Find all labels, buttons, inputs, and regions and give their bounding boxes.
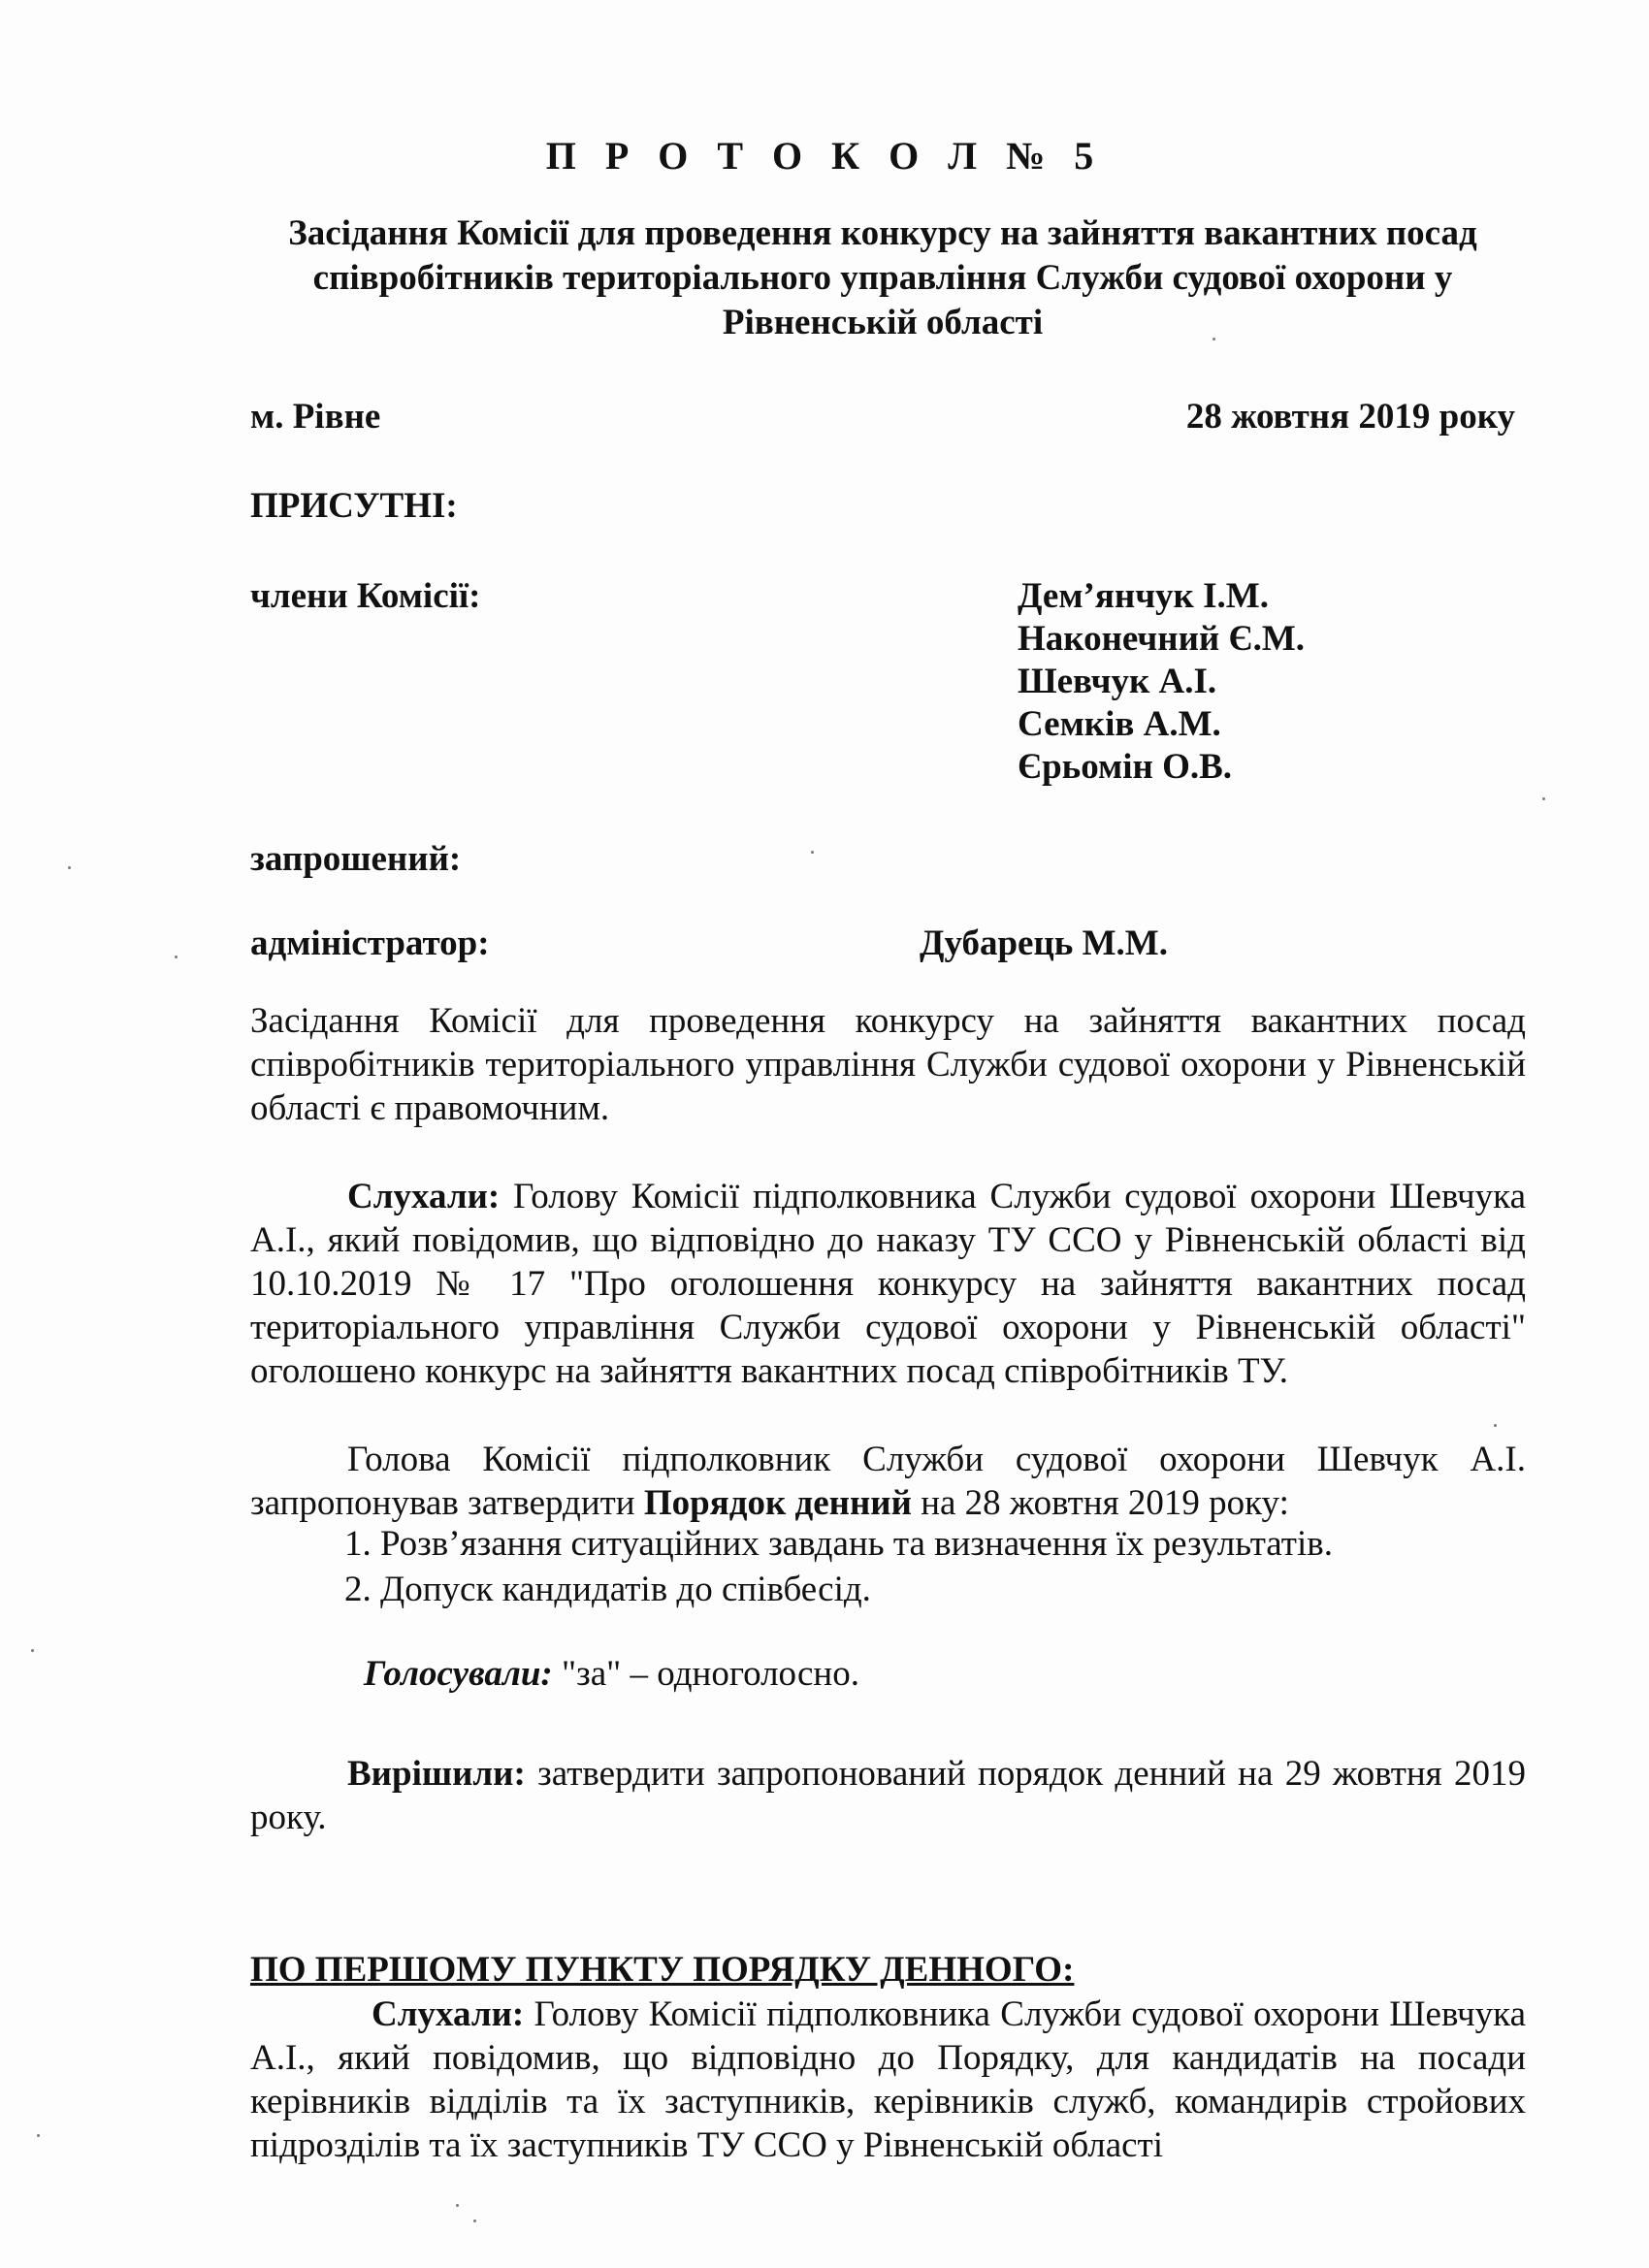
- scan-speck: [456, 2204, 459, 2207]
- heard-paragraph-1: [250, 1175, 1526, 1393]
- document-title: П Р О Т О К О Л № 5: [545, 134, 1104, 178]
- member-name: Єрьомін О.В.: [1018, 747, 1233, 787]
- member-name: Шевчук А.І.: [1018, 662, 1217, 701]
- members-label: члени Комісії:: [250, 576, 481, 616]
- member-name: Наконечний Є.М.: [1018, 619, 1306, 659]
- agenda-item: 1. Розв’язання ситуаційних завдань та визначення їх результатів.: [344, 1524, 1333, 1564]
- member-name: Семків А.М.: [1018, 704, 1221, 744]
- subtitle-line: співробітників територіального управління Служби судової охорони у: [312, 258, 1453, 298]
- agenda-list: [344, 1521, 1528, 1612]
- subtitle-line: Рівненській області: [722, 303, 1044, 342]
- heard-text: Голову Комісії підполковника Служби судової охорони Шевчука А.І., який повідомив, що відповідно до Порядку, для кандидатів на посади керівників відділів та їх заступників, керівників служб, командирів стройових підрозділів та їх заступників ТУ ССО у Рівненській області: [250, 1994, 1526, 2165]
- agenda-term: Порядок денний: [643, 1483, 912, 1523]
- scan-speck: [473, 2219, 476, 2222]
- subtitle-line: Засідання Комісії для проведення конкурсу на зайняття вакантних посад: [288, 213, 1477, 253]
- decided-text: затвердити запропонований порядок денний на 29 жовтня 2019 року.: [250, 1754, 1526, 1837]
- document-date: 28 жовтня 2019 року: [1185, 397, 1515, 437]
- agenda-item: 2. Допуск кандидатів до співбесід.: [344, 1570, 871, 1609]
- scan-speck: [1212, 338, 1215, 340]
- present-heading: ПРИСУТНІ:: [250, 486, 458, 526]
- member-name: Дем’янчук І.М.: [1018, 576, 1269, 616]
- scan-speck: [1494, 1424, 1497, 1427]
- scan-speck: [811, 851, 814, 854]
- quorum-paragraph: Засідання Комісії для проведення конкурсу на зайняття вакантних посад співробітників територіального управління Служби судової охорони у Рівненській області є правомочним.: [250, 1001, 1526, 1128]
- scan-speck: [37, 2134, 40, 2137]
- proposal-paragraph: [250, 1438, 1526, 1525]
- section-heading: ПО ПЕРШОМУ ПУНКТУ ПОРЯДКУ ДЕННОГО:: [250, 1950, 1075, 1990]
- city: м. Рівне: [250, 397, 381, 437]
- voted-text: "за" – одноголосно.: [552, 1654, 859, 1694]
- scan-speck: [68, 866, 71, 869]
- scan-speck: [1542, 797, 1545, 800]
- decision-paragraph: [250, 1752, 1526, 1839]
- voted-label: Голосували:: [364, 1654, 553, 1694]
- heard-label: Слухали:: [347, 1177, 501, 1216]
- scan-speck: [175, 956, 178, 958]
- vote-line: [364, 1653, 859, 1696]
- proposal-text: Голова Комісії підполковник Служби судової охорони Шевчук А.І. запропонував затвердити: [250, 1440, 1526, 1523]
- members-list: [1018, 575, 1305, 789]
- document-subtitle: [242, 211, 1523, 345]
- heard-paragraph-2: [250, 1993, 1526, 2167]
- proposal-text-end: на 28 жовтня 2019 року:: [911, 1483, 1289, 1523]
- heard-text: Голову Комісії підполковника Служби судової охорони Шевчука А.І., який повідомив, що відповідно до наказу ТУ ССО у Рівненській області від 10.10.2019 № 17 "Про оголошення конкурсу на зайняття вакантних посад територіального управління Служби судової охорони у Рівненській області" оголошено конкурс на зайняття вакантних посад співробітників ТУ.: [250, 1177, 1526, 1391]
- scan-speck: [31, 1649, 34, 1652]
- decided-label: Вирішили:: [347, 1754, 526, 1794]
- heard-label: Слухали:: [372, 1994, 525, 2034]
- invited-label: запрошений:: [250, 839, 462, 879]
- administrator-name: Дубарець М.М.: [920, 923, 1168, 963]
- administrator-label: адміністратор:: [250, 923, 490, 963]
